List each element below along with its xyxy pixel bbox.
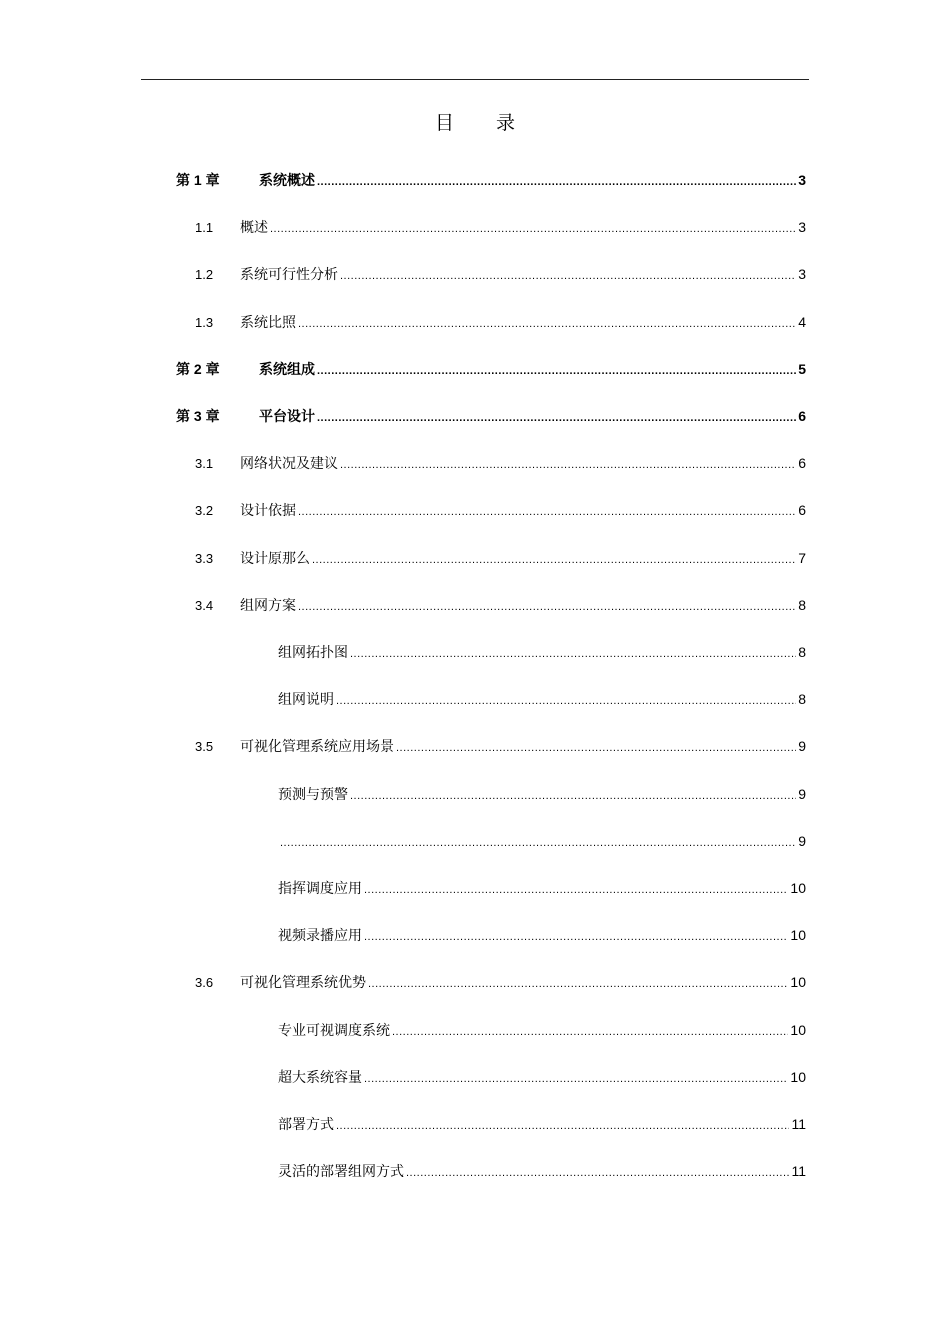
- toc-entry[interactable]: [278, 1065, 806, 1089]
- toc-entry[interactable]: [278, 829, 806, 853]
- toc-dot-leader: [350, 784, 796, 808]
- toc-entry-label: 专业可视调度系统: [278, 1022, 390, 1039]
- toc-entry-page: 8: [798, 596, 806, 613]
- toc-entry-label: 指挥调度应用: [278, 881, 362, 897]
- toc-dot-leader: [340, 264, 796, 288]
- toc-entry-label: 视频录播应用: [278, 928, 362, 945]
- toc-entry-page: 11: [791, 1116, 806, 1132]
- toc-entry-page: 8: [798, 691, 806, 708]
- toc-entry[interactable]: [195, 734, 806, 758]
- toc-entry-label: 部署方式: [278, 1117, 334, 1133]
- toc-entry-number: 1.3: [195, 314, 214, 330]
- toc-dot-leader: [364, 878, 788, 902]
- toc-entry-page: 9: [798, 785, 806, 802]
- toc-entry-page: 6: [798, 502, 806, 519]
- toc-entry-page: 10: [790, 1021, 806, 1038]
- toc-dot-leader: [336, 1114, 789, 1138]
- toc-entry[interactable]: [195, 593, 806, 617]
- toc-entry-page: 5: [798, 360, 806, 377]
- toc-entry-page: 10: [790, 880, 806, 896]
- toc-entry-page: 10: [790, 1068, 806, 1085]
- toc-entry[interactable]: [195, 546, 806, 570]
- toc-entry-label: 组网拓扑图: [278, 645, 348, 661]
- toc-entry-number: 第 2 章: [176, 360, 220, 377]
- toc-dot-leader: [298, 500, 796, 524]
- toc-entry-label: 灵活的部署组网方式: [278, 1164, 404, 1181]
- toc-dot-leader: [368, 972, 788, 996]
- toc-entry-number: 3.3: [195, 550, 214, 566]
- toc-dot-leader: [317, 170, 796, 194]
- toc-entry-number: 3.4: [195, 597, 214, 613]
- toc-entry-number: 3.6: [195, 975, 214, 991]
- toc-entry[interactable]: [195, 451, 806, 475]
- toc-dot-leader: [336, 689, 796, 713]
- toc-entry-number: 3.2: [195, 503, 214, 519]
- toc-entry-label: 系统比照: [240, 314, 296, 331]
- toc-dot-leader: [392, 1020, 788, 1044]
- toc-entry-page: 7: [798, 549, 806, 566]
- toc-entry-label: 组网方案: [240, 597, 296, 614]
- toc-entry-number: 第 3 章: [176, 408, 220, 424]
- toc-entry[interactable]: [278, 1018, 806, 1042]
- toc-entry-number: 3.1: [195, 456, 214, 472]
- toc-entry-page: 9: [798, 832, 806, 849]
- toc-entry[interactable]: [195, 262, 806, 286]
- toc-dot-leader: [364, 925, 788, 949]
- toc-entry[interactable]: [278, 923, 806, 947]
- toc-entry[interactable]: [278, 1112, 806, 1136]
- toc-dot-leader: [406, 1161, 789, 1185]
- toc-dot-leader: [270, 217, 796, 241]
- toc-entry[interactable]: [278, 782, 806, 806]
- toc-dot-leader: [317, 359, 796, 383]
- toc-title: [0, 108, 950, 135]
- toc-title-char-2: 录: [496, 112, 516, 134]
- toc-entry[interactable]: [195, 498, 806, 522]
- toc-entry-number: 第 1 章: [176, 172, 220, 188]
- toc-entry-label: 平台设计: [259, 409, 315, 425]
- toc-entry-page: 6: [798, 408, 806, 424]
- toc-entry-number: 3.5: [195, 739, 214, 755]
- toc-entry-label: 可视化管理系统应用场景: [240, 739, 394, 756]
- toc-entry[interactable]: [176, 404, 806, 428]
- toc-dot-leader: [340, 453, 796, 477]
- toc-entry[interactable]: [278, 876, 806, 900]
- toc-entry-page: 3: [798, 266, 806, 283]
- toc-dot-leader: [317, 406, 796, 430]
- toc-entry-label: 概述: [240, 220, 268, 237]
- toc-entry-page: 3: [798, 219, 806, 236]
- toc-entry-number: 1.2: [195, 267, 214, 283]
- toc-dot-leader: [298, 595, 796, 619]
- toc-entry[interactable]: [195, 970, 806, 994]
- toc-entry-label: 设计依据: [240, 503, 296, 520]
- toc-entry-page: 6: [798, 455, 806, 472]
- toc-entry-page: 10: [790, 927, 806, 944]
- header-rule: [141, 79, 809, 80]
- toc-entry-page: 4: [798, 313, 806, 330]
- toc-entry-label: 组网说明: [278, 692, 334, 709]
- toc-entry-label: 网络状况及建议: [240, 456, 338, 473]
- toc-entry-number: 1.1: [195, 220, 214, 236]
- toc-entry-page: 11: [791, 1163, 806, 1180]
- toc-entry-label: 超大系统容量: [278, 1069, 362, 1086]
- toc-dot-leader: [280, 831, 796, 855]
- toc-entry-label: 可视化管理系统优势: [240, 975, 366, 992]
- toc-entry[interactable]: [195, 215, 806, 239]
- toc-entry-page: 9: [798, 738, 806, 755]
- toc-entry-page: 8: [798, 644, 806, 660]
- toc-entry[interactable]: [195, 310, 806, 334]
- toc-dot-leader: [364, 1067, 788, 1091]
- toc-entry[interactable]: [278, 687, 806, 711]
- toc-entry-page: 3: [798, 172, 806, 188]
- toc-entry-label: 系统组成: [259, 361, 315, 378]
- toc-entry[interactable]: [176, 168, 806, 192]
- toc-dot-leader: [350, 642, 796, 666]
- toc-entry[interactable]: [278, 640, 806, 664]
- toc-entry[interactable]: [278, 1159, 806, 1183]
- toc-entry[interactable]: [176, 357, 806, 381]
- toc-dot-leader: [298, 312, 796, 336]
- toc-entry-label: 预测与预警: [278, 786, 348, 803]
- toc-dot-leader: [396, 736, 796, 760]
- toc-dot-leader: [312, 548, 796, 572]
- toc-title-char-1: 目: [434, 112, 454, 134]
- toc-entry-label: 系统可行性分析: [240, 267, 338, 284]
- toc-entry-label: 系统概述: [259, 173, 315, 189]
- toc-entry-page: 10: [790, 974, 806, 991]
- toc-entry-label: 设计原那么: [240, 550, 310, 567]
